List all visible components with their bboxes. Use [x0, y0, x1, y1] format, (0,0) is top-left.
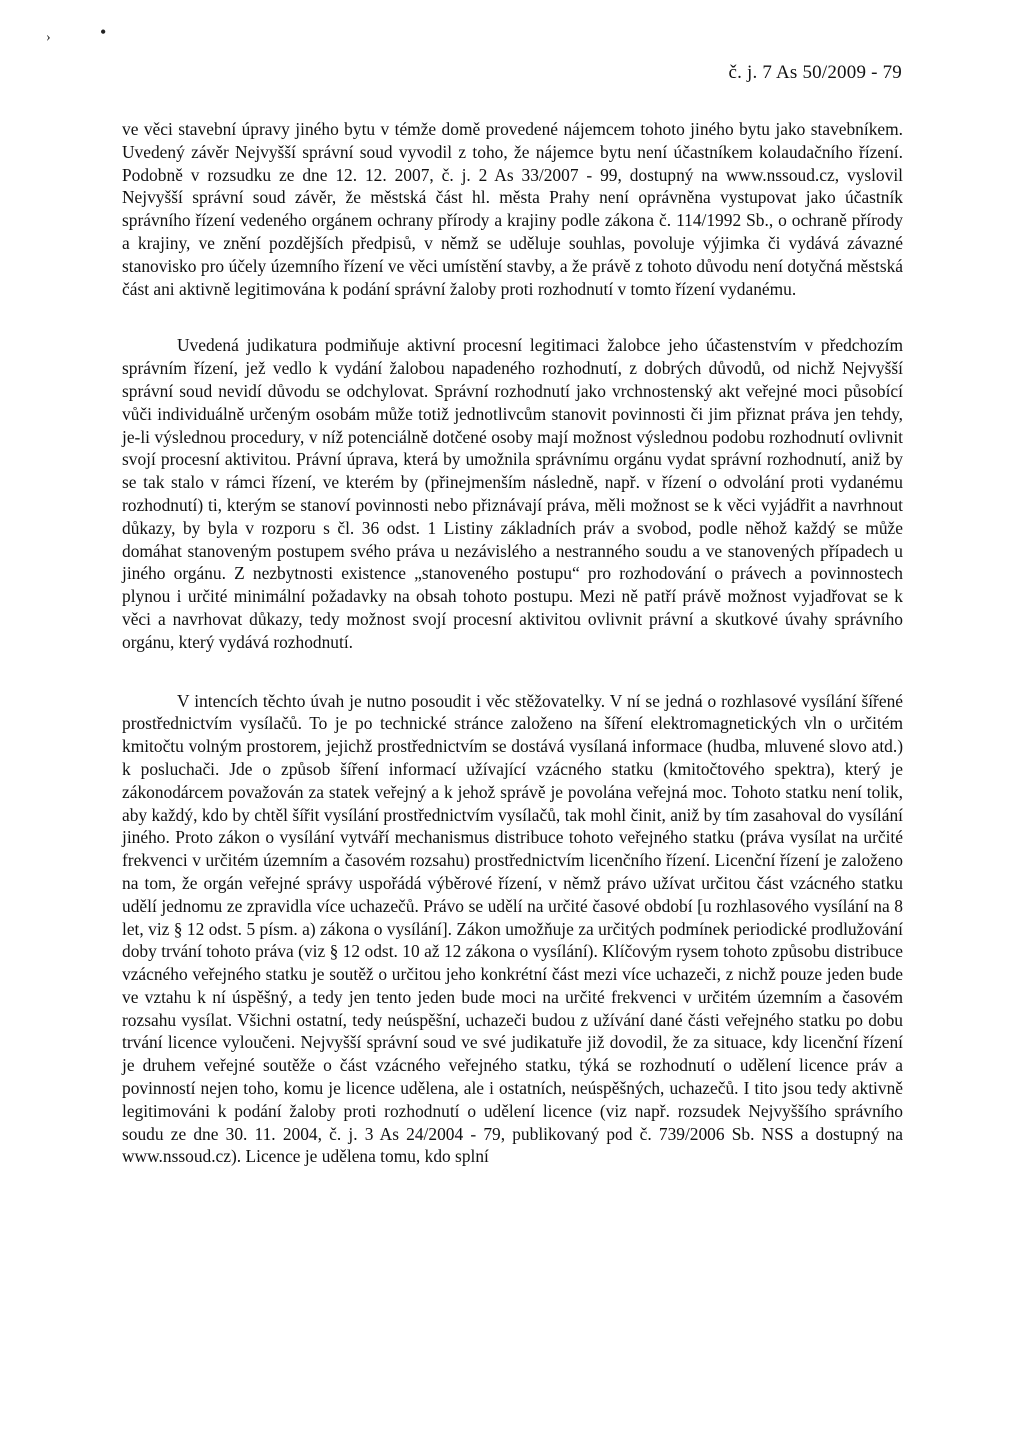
paragraph-judikatura: Uvedená judikatura podmiňuje aktivní procesní legitimaci žalobce jeho účastenstvím v předchozím správním řízení, jež vedlo k vydání žalobou napadeného rozhodnutí, z dobrých důvodů, od nichž Nejvyšší správní soud nevidí důvodu se odchylovat. Správní rozhodnutí jako vrchnostenský akt veřejné moci působící vůči individuálně určeným osobám může totiž jednotlivcům stanovit povinnosti či jim přiznat práva jen tehdy, je-li výslednou procedury, v níž potenciálně dotčené osoby mají možnost výslednou podobu rozhodnutí ovlivnit svojí procesní aktivitou. Právní úprava, která by umožnila správnímu orgánu vydat správní rozhodnutí, aniž by se tak stalo v rámci řízení, ve kterém by (přinejmenším následně, např. v řízení o odvolání proti vydanému rozhodnutí) ti, kterým se stanoví povinnosti nebo přiznávají práva, měli možnost se k věci vyjádřit a navrhnout důkazy, by byla v rozporu s čl. 36 odst. 1 Listiny základních práv a svobod, podle něhož každý se může domáhat stanoveným postupem svého práva u nezávislého a nestranného soudu a ve stanovených případech u jiného orgánu. Z nezbytnosti existence „stanoveného postupu“ pro rozhodování o právech a povinnostech plynou i určité minimální požadavky na obsah tohoto postupu. Mezi ně patří právě možnost vyjadřovat se k věci a navrhovat důkazy, tedy možnost svojí procesní aktivitou ovlivnit právní a skutkové úvahy správního orgánu, který vydává rozhodnutí.	[122, 335, 903, 652]
scan-dot: •	[100, 22, 107, 42]
paragraph-continuation: ve věci stavební úpravy jiného bytu v témže domě provedené nájemcem tohoto jiného bytu jako stavebníkem. Uvedený závěr Nejvyšší správní soud vyvodil z toho, že nájemce bytu není účastníkem kolaudačního řízení. Podobně v rozsudku ze dne 12. 12. 2007, č. j. 2 As 33/2007 - 99, dostupný na www.nssoud.cz, vyslovil Nejvyšší správní soud závěr, že městská část hl. města Prahy není oprávněna vystupovat jako účastník správního řízení vedeného orgánem ochrany přírody a krajiny podle zákona č. 114/1992 Sb., o ochraně přírody a krajiny, ve znění pozdějších předpisů, v němž se uděluje souhlas, povoluje výjimka či vydává závazné stanovisko pro účely územního řízení ve věci umístění stavby, a že právě z tohoto důvodu není dotyčná městská část ani aktivně legitimována k podání správní žaloby proti rozhodnutí v tomto řízení vydanému.	[122, 119, 903, 299]
scan-mark: ›	[46, 30, 51, 45]
paragraph-vysilani: V intencích těchto úvah je nutno posoudit i věc stěžovatelky. V ní se jedná o rozhlasové vysílání šířené prostřednictvím vysílačů. To je po technické stránce založeno na šíření elektromagnetických vln o určitém kmitočtu volným prostorem, jejichž prostřednictvím se dostává vysílaná informace (hudba, mluvené slovo atd.) k posluchači. Jde o způsob šíření informací užívající vzácného statku (kmitočtového spektra), který je zákonodárcem považován za statek veřejný a k jehož správě je povolána veřejná moc. Tohoto statku není tolik, aby každý, kdo by chtěl šířit vysílání prostřednictvím vysílačů, tak mohl činit, aniž by tím zasahoval do vysílání jiného. Proto zákon o vysílání vytváří mechanismus distribuce tohoto veřejného statku (práva vysílat na určité frekvenci v určitém územním a časovém rozsahu) prostřednictvím licenčního řízení. Licenční řízení je založeno na tom, že orgán veřejné správy uspořádá výběrové řízení, v němž právo užívat určitou část vzácného statku udělí jednomu ze zpravidla více uchazečů. Právo se udělí na určité časové období [u rozhlasového vysílání na 8 let, viz § 12 odst. 5 písm. a) zákona o vysílání]. Zákon umožňuje za určitých podmínek periodické prodlužování doby trvání tohoto práva (viz § 12 odst. 10 až 12 zákona o vysílání). Klíčovým rysem tohoto způsobu distribuce vzácného veřejného statku je soutěž o určitou jeho konkrétní část mezi více uchazeči, z nichž pouze jeden bude ve vztahu k ní úspěšný, a tedy jen tento jeden bude moci na určité frekvenci v určitém územním a časovém rozsahu vysílat. Všichni ostatní, tedy neúspěšní, uchazeči budou z užívání dané části veřejného statku po dobu trvání licence vyloučeni. Nejvyšší správní soud ve své judikatuře již dovodil, že za situace, kdy licenční řízení je druhem veřejné soutěže o část vzácného veřejného statku, týká se rozhodnutí o udělení licence práv a povinností nejen toho, komu je licence udělena, ale i ostatních, neúspěšných, uchazečů. I tito jsou tedy aktivně legitimováni k podání žaloby proti rozhodnutí o udělení licence (viz např. rozsudek Nejvyššího správního soudu ze dne 30. 11. 2004, č. j. 3 As 24/2004 - 79, publikovaný pod č. 739/2006 Sb. NSS a dostupný na www.nssoud.cz). Licence je udělena tomu, kdo splní	[122, 690, 903, 1167]
document-body	[122, 118, 903, 1168]
case-number-header: č. j. 7 As 50/2009 - 79	[728, 62, 902, 83]
